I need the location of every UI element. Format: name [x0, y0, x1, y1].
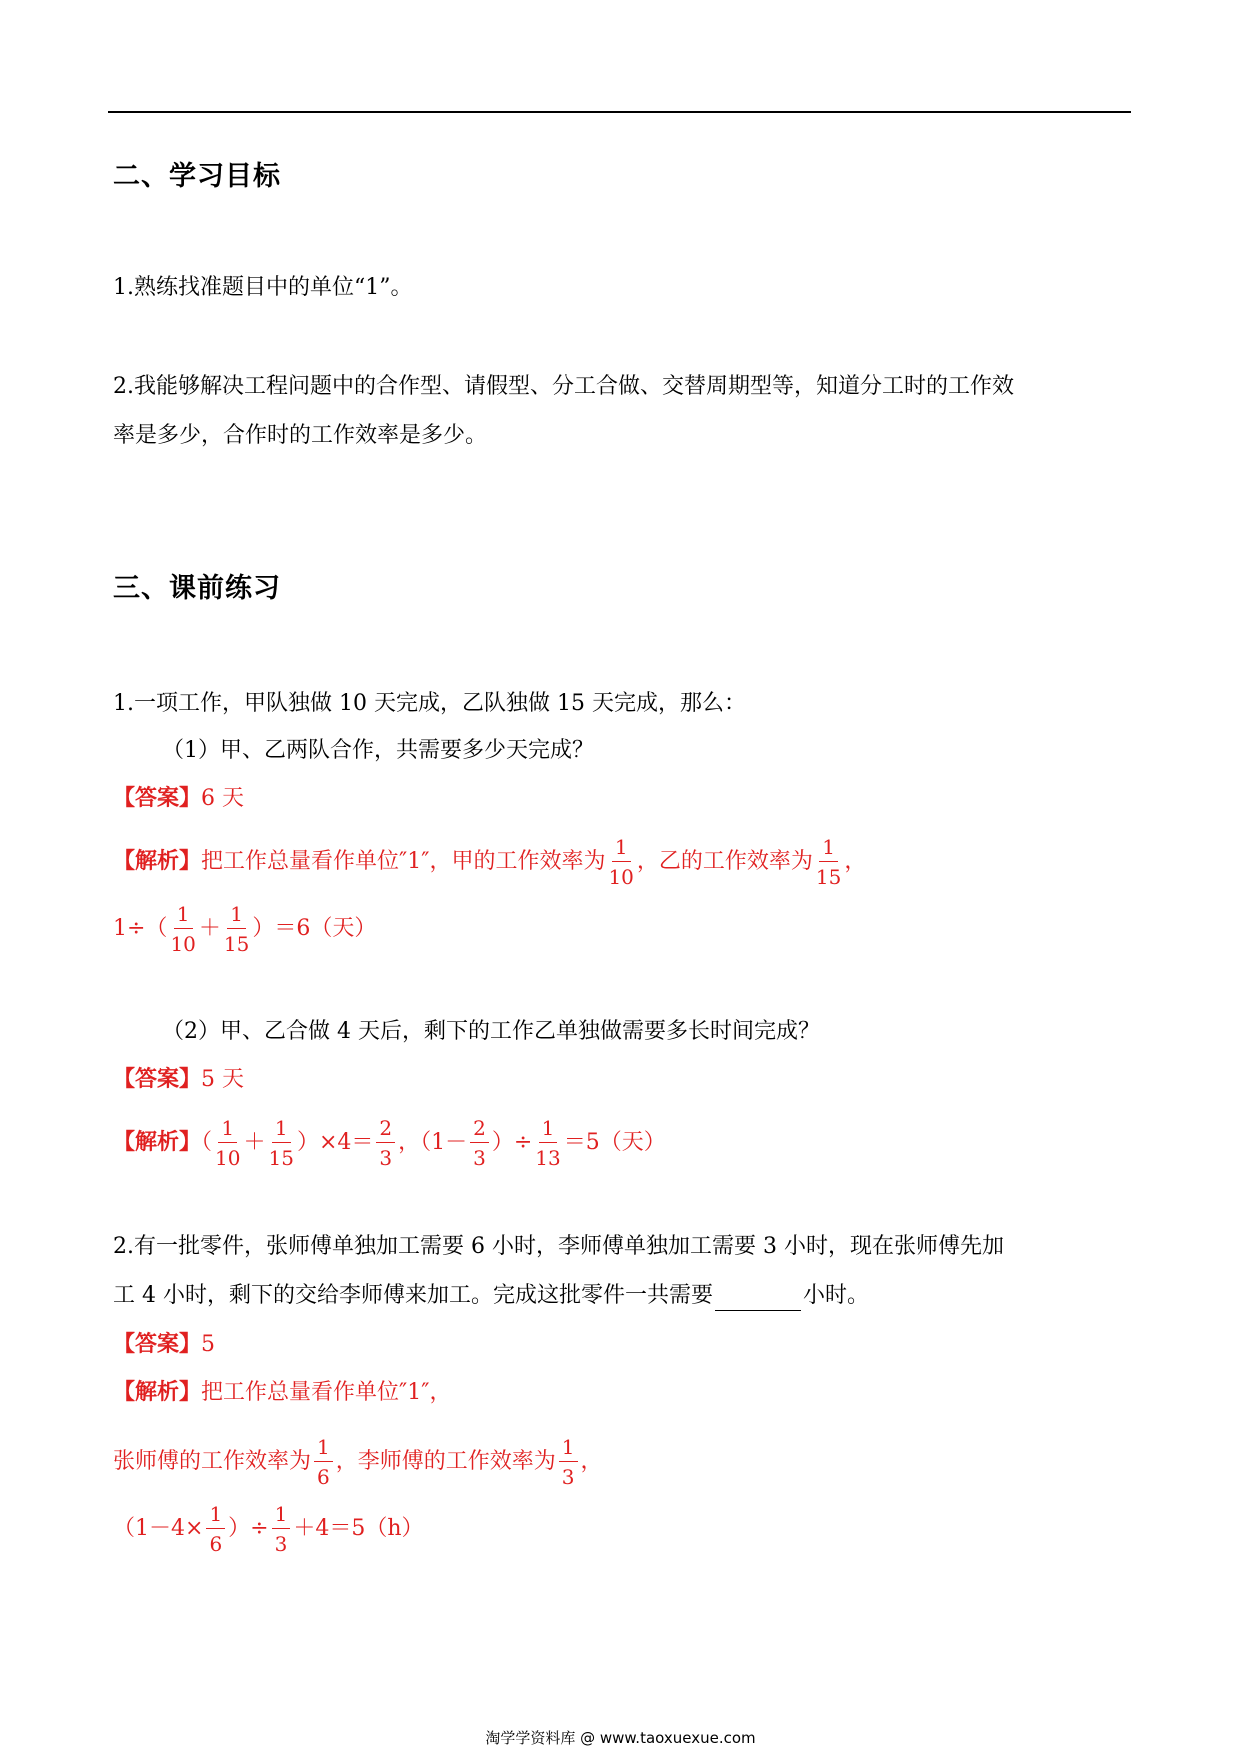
question-text: 工 4 小时，剩下的交给李师傅来加工。完成这批零件一共需要	[113, 1283, 713, 1308]
fraction: $\frac{1}{10}$	[608, 835, 634, 889]
analysis-text: （	[201, 1130, 213, 1155]
answer-value: 5 天	[201, 1067, 245, 1092]
fraction: $\frac{2}{3}$	[470, 1117, 489, 1169]
question-2-line-1: 2.有一批零件，张师傅单独加工需要 6 小时，李师傅单独加工需要 3 小时，现在张师傅先加	[113, 1234, 1004, 1259]
analysis-text: ＝5（天）	[563, 1130, 666, 1155]
analysis-text: ）÷	[491, 1130, 533, 1155]
answer-1-2	[113, 1064, 244, 1095]
answer-1-1	[113, 783, 244, 814]
analysis-text: 1÷（	[113, 916, 168, 941]
section-title-goals: 二、学习目标	[113, 161, 281, 192]
header-rule	[108, 111, 1131, 113]
goal-1: 1.熟练找准题目中的单位“1”。	[113, 275, 413, 300]
fraction: $\frac{1}{6}$	[314, 1436, 333, 1488]
plus-sign: ＋	[243, 1130, 266, 1155]
section-title-practice: 三、课前练习	[113, 573, 281, 604]
analysis-text: ，	[580, 1449, 603, 1474]
fraction: $\frac{2}{3}$	[376, 1117, 395, 1169]
analysis-text: ）×4＝	[296, 1130, 374, 1155]
analysis-text: （1－4×	[113, 1516, 204, 1541]
analysis-text: 把工作总量看作单位″1″，	[201, 1380, 452, 1405]
analysis-1-2	[113, 1117, 666, 1169]
footer-watermark: 淘学学资料库 @ www.taoxuexue.com	[485, 1729, 756, 1747]
goal-2-line-2: 率是多少，合作时的工作效率是多少。	[113, 423, 488, 448]
analysis-2-line-1	[113, 1377, 451, 1408]
fraction: $\frac{1}{15}$	[223, 902, 250, 956]
analysis-tag: 【解析】	[113, 1129, 202, 1155]
goal-2-line-1: 2.我能够解决工程问题中的合作型、请假型、分工合做、交替周期型等，知道分工时的工作效	[113, 374, 1014, 399]
analysis-2-line-3	[113, 1503, 424, 1555]
plus-sign: ＋	[198, 916, 221, 941]
analysis-1-1-line-1	[113, 836, 866, 888]
question-1-1: （1）甲、乙两队合作，共需要多少天完成？	[162, 738, 594, 763]
answer-value: 5	[201, 1332, 216, 1357]
analysis-text: ）＝6（天）	[252, 916, 377, 941]
analysis-tag: 【解析】	[113, 848, 202, 874]
question-text: 小时。	[803, 1283, 870, 1308]
fraction: $\frac{1}{10}$	[215, 1116, 241, 1170]
answer-value: 6 天	[201, 786, 245, 811]
analysis-text: ）÷	[228, 1516, 269, 1541]
answer-tag: 【答案】	[113, 1066, 202, 1092]
answer-blank	[715, 1288, 801, 1311]
analysis-text: 把工作总量看作单位″1″，甲的工作效率为	[201, 849, 606, 874]
analysis-text: ，（1－	[398, 1130, 468, 1155]
fraction: $\frac{1}{15}$	[815, 835, 842, 889]
fraction: $\frac{1}{3}$	[559, 1436, 578, 1488]
question-1: 1.一项工作，甲队独做 10 天完成，乙队独做 15 天完成，那么：	[113, 691, 746, 716]
analysis-text: ＋4＝5（h）	[293, 1516, 424, 1541]
answer-2	[113, 1329, 215, 1360]
analysis-1-1-line-2	[113, 903, 376, 955]
analysis-tag: 【解析】	[113, 1379, 202, 1405]
analysis-text: ，李师傅的工作效率为	[335, 1449, 556, 1474]
fraction: $\frac{1}{15}$	[268, 1116, 294, 1170]
analysis-text: ，	[844, 849, 867, 874]
fraction: $\frac{1}{6}$	[206, 1503, 225, 1555]
question-2-line-2	[113, 1281, 869, 1311]
answer-tag: 【答案】	[113, 785, 202, 811]
answer-tag: 【答案】	[113, 1331, 202, 1357]
analysis-text: ，乙的工作效率为	[636, 849, 813, 874]
fraction: $\frac{1}{3}$	[272, 1503, 291, 1555]
fraction: $\frac{1}{13}$	[535, 1116, 561, 1170]
analysis-text: 张师傅的工作效率为	[113, 1449, 312, 1474]
fraction: $\frac{1}{10}$	[170, 902, 196, 956]
analysis-2-line-2	[113, 1436, 603, 1488]
question-1-2: （2）甲、乙合做 4 天后，剩下的工作乙单独做需要多长时间完成？	[162, 1019, 820, 1044]
